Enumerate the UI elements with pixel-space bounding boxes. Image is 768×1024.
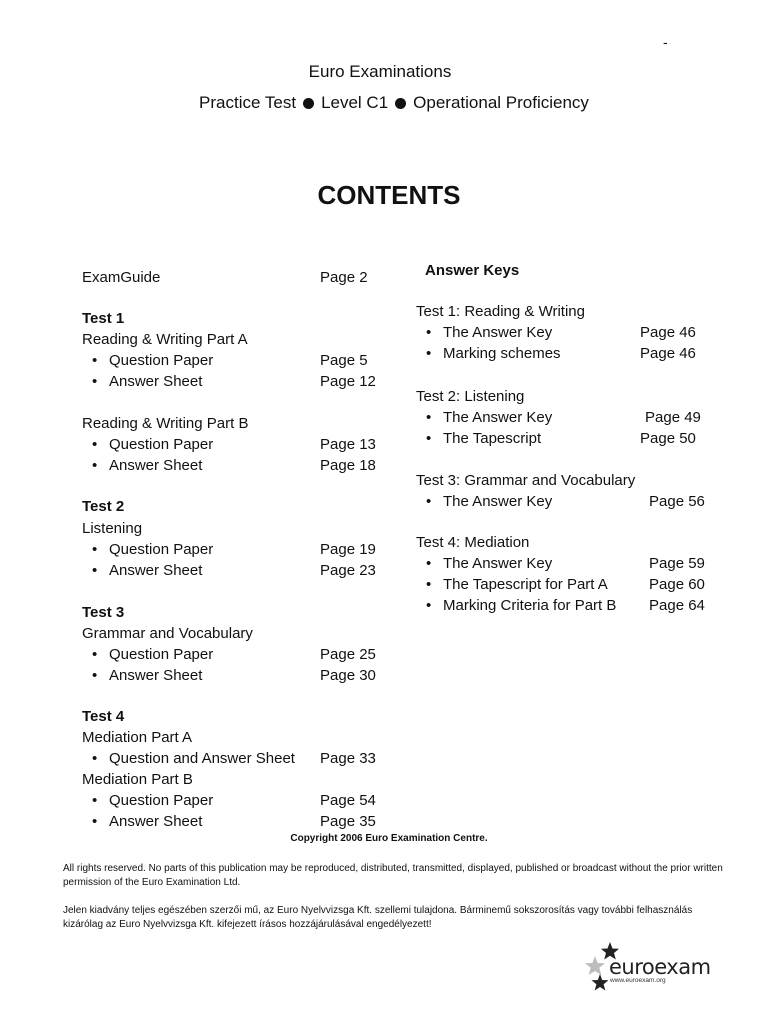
toc-item: • The Tapescript bbox=[443, 430, 541, 448]
toc-item: • Answer Sheet bbox=[109, 813, 202, 831]
copyright-notice: Copyright 2006 Euro Examination Centre. bbox=[290, 833, 488, 844]
organization-name: Euro Examinations bbox=[308, 62, 452, 81]
toc-item: • The Answer Key bbox=[443, 409, 552, 427]
toc-item: • Answer Sheet bbox=[109, 667, 202, 685]
test1-partA-title: Reading & Writing Part A bbox=[82, 331, 248, 348]
rights-notice-english: All rights reserved. No parts of this publication may be reproduced, distributed, transmitted, displayed, published or broadcast without the prior written permission of the Euro Examination Ltd. bbox=[63, 863, 723, 888]
bullet-dot-icon bbox=[303, 98, 314, 109]
toc-page: Page 12 bbox=[320, 373, 376, 390]
toc-page: Page 50 bbox=[640, 430, 696, 447]
toc-entry-examguide: ExamGuide bbox=[82, 269, 161, 286]
test4-partB-title: Mediation Part B bbox=[82, 771, 193, 788]
toc-page-examguide: Page 2 bbox=[320, 269, 368, 286]
toc-item: • Question Paper bbox=[109, 436, 213, 454]
toc-page: Page 46 bbox=[640, 324, 696, 341]
toc-item: • Question Paper bbox=[109, 646, 213, 664]
toc-page: Page 46 bbox=[640, 345, 696, 362]
toc-page: Page 59 bbox=[649, 555, 705, 572]
answer-keys-heading: Answer Keys bbox=[425, 262, 520, 279]
subtitle-proficiency: Operational Proficiency bbox=[413, 93, 589, 112]
toc-item: • Question Paper bbox=[109, 541, 213, 559]
test3-heading: Test 3 bbox=[82, 604, 125, 621]
key-test3-title: Test 3: Grammar and Vocabulary bbox=[416, 472, 636, 489]
toc-page: Page 33 bbox=[320, 750, 376, 767]
toc-item: • Marking Criteria for Part B bbox=[443, 597, 616, 615]
toc-page: Page 35 bbox=[320, 813, 376, 830]
toc-page: Page 56 bbox=[649, 493, 705, 510]
corner-dash: - bbox=[663, 34, 668, 50]
toc-page: Page 5 bbox=[320, 352, 368, 369]
toc-item: • Answer Sheet bbox=[109, 373, 202, 391]
toc-item: • The Answer Key bbox=[443, 493, 552, 511]
key-test2-title: Test 2: Listening bbox=[416, 388, 525, 405]
logo-url: www.euroexam.org bbox=[610, 977, 666, 984]
page-title: CONTENTS bbox=[317, 180, 461, 210]
toc-page: Page 60 bbox=[649, 576, 705, 593]
toc-item: • Answer Sheet bbox=[109, 562, 202, 580]
toc-item: • The Tapescript for Part A bbox=[443, 576, 608, 594]
toc-page: Page 64 bbox=[649, 597, 705, 614]
subtitle-line bbox=[0, 93, 768, 113]
toc-page: Page 19 bbox=[320, 541, 376, 558]
test1-partB-title: Reading & Writing Part B bbox=[82, 415, 249, 432]
toc-page: Page 23 bbox=[320, 562, 376, 579]
toc-item: • The Answer Key bbox=[443, 324, 552, 342]
test2-subtitle: Listening bbox=[82, 520, 143, 537]
key-test4-title: Test 4: Mediation bbox=[416, 534, 530, 551]
toc-page: Page 49 bbox=[645, 409, 701, 426]
toc-item: • Marking schemes bbox=[443, 345, 561, 363]
subtitle-level: Level C1 bbox=[321, 93, 389, 112]
logo-wordmark: euroexam bbox=[609, 955, 711, 979]
toc-page: Page 18 bbox=[320, 457, 376, 474]
bullet-dot-icon bbox=[395, 98, 406, 109]
test2-heading: Test 2 bbox=[82, 498, 125, 515]
toc-item: • Question Paper bbox=[109, 792, 213, 810]
test3-subtitle: Grammar and Vocabulary bbox=[82, 625, 253, 642]
key-test1-title: Test 1: Reading & Writing bbox=[416, 303, 585, 320]
test4-partA-title: Mediation Part A bbox=[82, 729, 193, 746]
toc-page: Page 54 bbox=[320, 792, 376, 809]
toc-page: Page 30 bbox=[320, 667, 376, 684]
rights-notice-hungarian: Jelen kiadvány teljes egészében szerzői mű, az Euro Nyelvvizsga Kft. szellemi tulajdona. Bárminemű sokszorosítás vagy további felhasználás kizárólag az Euro Nyelvvizsga Kft. kifejezett írásos hozzájárulásával engedélyezett! bbox=[63, 905, 693, 930]
toc-page: Page 13 bbox=[320, 436, 376, 453]
toc-item: • Answer Sheet bbox=[109, 457, 202, 475]
toc-item: • The Answer Key bbox=[443, 555, 552, 573]
subtitle-practice-test: Practice Test bbox=[199, 93, 297, 112]
toc-item: • Question and Answer Sheet bbox=[109, 750, 295, 768]
euroexam-logo bbox=[583, 940, 711, 996]
toc-page: Page 25 bbox=[320, 646, 376, 663]
toc-item: • Question Paper bbox=[109, 352, 213, 370]
test1-heading: Test 1 bbox=[82, 310, 125, 327]
test4-heading: Test 4 bbox=[82, 708, 125, 725]
